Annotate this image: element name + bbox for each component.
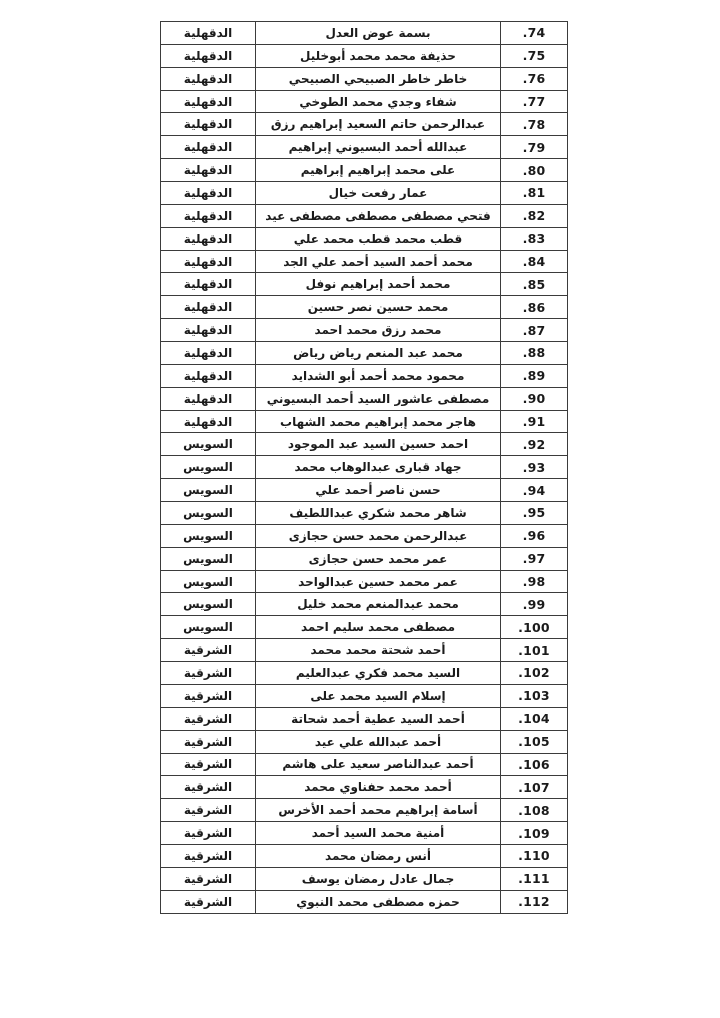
serial-number-cell: .90 <box>501 387 568 410</box>
governorate-cell: السويس <box>161 433 256 456</box>
table-row <box>161 250 568 273</box>
person-name-cell: إسلام السيد محمد على <box>256 684 501 707</box>
serial-number-cell: .80 <box>501 159 568 182</box>
governorate-cell: السويس <box>161 479 256 502</box>
person-name-cell: حسن ناصر أحمد علي <box>256 479 501 502</box>
governorate-cell: السويس <box>161 616 256 639</box>
table-row <box>161 707 568 730</box>
table-row <box>161 890 568 913</box>
governorate-cell: الشرقية <box>161 822 256 845</box>
table-row <box>161 159 568 182</box>
person-name-cell: أسامة إبراهيم محمد أحمد الأخرس <box>256 799 501 822</box>
table-row <box>161 433 568 456</box>
serial-number-cell: .87 <box>501 319 568 342</box>
governorate-cell: الدقهلية <box>161 250 256 273</box>
governorate-cell: الدقهلية <box>161 342 256 365</box>
governorate-cell: الدقهلية <box>161 296 256 319</box>
person-name-cell: محمد عبدالمنعم محمد خليل <box>256 593 501 616</box>
serial-number-cell: .85 <box>501 273 568 296</box>
governorate-cell: الدقهلية <box>161 159 256 182</box>
person-name-cell: عبدالرحمن محمد حسن حجازى <box>256 524 501 547</box>
serial-number-cell: .96 <box>501 524 568 547</box>
person-name-cell: هاجر محمد إبراهيم محمد الشهاب <box>256 410 501 433</box>
table-row <box>161 204 568 227</box>
table-row <box>161 136 568 159</box>
person-name-cell: محمد حسين نصر حسين <box>256 296 501 319</box>
serial-number-cell: .76 <box>501 67 568 90</box>
serial-number-cell: .83 <box>501 227 568 250</box>
governorate-cell: الدقهلية <box>161 90 256 113</box>
serial-number-cell: .74 <box>501 22 568 45</box>
serial-number-cell: .97 <box>501 547 568 570</box>
table-row <box>161 547 568 570</box>
serial-number-cell: .86 <box>501 296 568 319</box>
serial-number-cell: .95 <box>501 502 568 525</box>
serial-number-cell: .104 <box>501 707 568 730</box>
table-row <box>161 753 568 776</box>
person-name-cell: قطب محمد قطب محمد علي <box>256 227 501 250</box>
table-row <box>161 662 568 685</box>
serial-number-cell: .110 <box>501 844 568 867</box>
person-name-cell: عمر محمد حسين عبدالواحد <box>256 570 501 593</box>
governorate-cell: السويس <box>161 547 256 570</box>
serial-number-cell: .98 <box>501 570 568 593</box>
person-name-cell: شفاء وجدي محمد الطوخي <box>256 90 501 113</box>
table-row <box>161 776 568 799</box>
names-roster-table <box>160 21 568 914</box>
governorate-cell: السويس <box>161 456 256 479</box>
table-row <box>161 319 568 342</box>
person-name-cell: احمد حسين السيد عبد الموجود <box>256 433 501 456</box>
person-name-cell: محمد أحمد السيد أحمد علي الجد <box>256 250 501 273</box>
person-name-cell: حمزه مصطفى محمد النبوي <box>256 890 501 913</box>
person-name-cell: شاهر محمد شكري عبداللطيف <box>256 502 501 525</box>
person-name-cell: على محمد إبراهيم إبراهيم <box>256 159 501 182</box>
person-name-cell: أحمد عبدالناصر سعيد على هاشم <box>256 753 501 776</box>
governorate-cell: الشرقية <box>161 684 256 707</box>
serial-number-cell: .81 <box>501 182 568 205</box>
person-name-cell: محمد أحمد إبراهيم نوفل <box>256 273 501 296</box>
person-name-cell: مصطفى محمد سليم احمد <box>256 616 501 639</box>
governorate-cell: الدقهلية <box>161 182 256 205</box>
person-name-cell: السيد محمد فكري عبدالعليم <box>256 662 501 685</box>
governorate-cell: الشرقية <box>161 730 256 753</box>
person-name-cell: محمد عبد المنعم رياض رياض <box>256 342 501 365</box>
governorate-cell: الشرقية <box>161 890 256 913</box>
table-row <box>161 227 568 250</box>
serial-number-cell: .92 <box>501 433 568 456</box>
governorate-cell: الدقهلية <box>161 67 256 90</box>
governorate-cell: الشرقية <box>161 776 256 799</box>
person-name-cell: خاطر خاطر الصبيحي الصبيحي <box>256 67 501 90</box>
governorate-cell: الشرقية <box>161 799 256 822</box>
serial-number-cell: .100 <box>501 616 568 639</box>
table-row <box>161 410 568 433</box>
table-row <box>161 593 568 616</box>
person-name-cell: عمر محمد حسن حجازى <box>256 547 501 570</box>
table-row <box>161 844 568 867</box>
governorate-cell: السويس <box>161 502 256 525</box>
governorate-cell: الشرقية <box>161 639 256 662</box>
serial-number-cell: .107 <box>501 776 568 799</box>
table-row <box>161 730 568 753</box>
person-name-cell: محمد رزق محمد احمد <box>256 319 501 342</box>
person-name-cell: بسمة عوض العدل <box>256 22 501 45</box>
table-row <box>161 67 568 90</box>
serial-number-cell: .77 <box>501 90 568 113</box>
governorate-cell: الدقهلية <box>161 387 256 410</box>
table-row <box>161 90 568 113</box>
governorate-cell: الدقهلية <box>161 22 256 45</box>
serial-number-cell: .109 <box>501 822 568 845</box>
serial-number-cell: .91 <box>501 410 568 433</box>
governorate-cell: الدقهلية <box>161 364 256 387</box>
table-row <box>161 342 568 365</box>
table-row <box>161 639 568 662</box>
table-row <box>161 44 568 67</box>
table-row <box>161 22 568 45</box>
table-row <box>161 113 568 136</box>
serial-number-cell: .102 <box>501 662 568 685</box>
serial-number-cell: .93 <box>501 456 568 479</box>
governorate-cell: الشرقية <box>161 707 256 730</box>
serial-number-cell: .75 <box>501 44 568 67</box>
roster-table-body <box>161 22 568 914</box>
person-name-cell: أحمد محمد حفناوي محمد <box>256 776 501 799</box>
serial-number-cell: .108 <box>501 799 568 822</box>
governorate-cell: الدقهلية <box>161 227 256 250</box>
table-row <box>161 273 568 296</box>
table-row <box>161 502 568 525</box>
table-row <box>161 387 568 410</box>
governorate-cell: الدقهلية <box>161 44 256 67</box>
serial-number-cell: .82 <box>501 204 568 227</box>
serial-number-cell: .105 <box>501 730 568 753</box>
governorate-cell: السويس <box>161 593 256 616</box>
person-name-cell: أحمد عبدالله علي عيد <box>256 730 501 753</box>
table-row <box>161 799 568 822</box>
serial-number-cell: .94 <box>501 479 568 502</box>
table-row <box>161 479 568 502</box>
person-name-cell: مصطفى عاشور السيد أحمد البسيوني <box>256 387 501 410</box>
table-row <box>161 456 568 479</box>
governorate-cell: الدقهلية <box>161 319 256 342</box>
table-row <box>161 684 568 707</box>
governorate-cell: الدقهلية <box>161 273 256 296</box>
person-name-cell: أمنية محمد السيد أحمد <box>256 822 501 845</box>
person-name-cell: حذيفة محمد محمد أبوخليل <box>256 44 501 67</box>
table-row <box>161 524 568 547</box>
person-name-cell: أحمد شحتة محمد محمد <box>256 639 501 662</box>
serial-number-cell: .99 <box>501 593 568 616</box>
serial-number-cell: .89 <box>501 364 568 387</box>
table-row <box>161 616 568 639</box>
table-row <box>161 296 568 319</box>
table-row <box>161 182 568 205</box>
serial-number-cell: .111 <box>501 867 568 890</box>
governorate-cell: الدقهلية <box>161 204 256 227</box>
governorate-cell: السويس <box>161 524 256 547</box>
person-name-cell: جمال عادل رمضان يوسف <box>256 867 501 890</box>
serial-number-cell: .112 <box>501 890 568 913</box>
serial-number-cell: .103 <box>501 684 568 707</box>
serial-number-cell: .101 <box>501 639 568 662</box>
table-row <box>161 822 568 845</box>
serial-number-cell: .79 <box>501 136 568 159</box>
governorate-cell: الشرقية <box>161 844 256 867</box>
person-name-cell: محمود محمد أحمد أبو الشدايد <box>256 364 501 387</box>
person-name-cell: أنس رمضان محمد <box>256 844 501 867</box>
governorate-cell: الدقهلية <box>161 136 256 159</box>
person-name-cell: عبدالرحمن حاتم السعيد إبراهيم رزق <box>256 113 501 136</box>
serial-number-cell: .84 <box>501 250 568 273</box>
person-name-cell: عمار رفعت خيال <box>256 182 501 205</box>
governorate-cell: الدقهلية <box>161 410 256 433</box>
table-row <box>161 570 568 593</box>
serial-number-cell: .106 <box>501 753 568 776</box>
governorate-cell: السويس <box>161 570 256 593</box>
person-name-cell: عبدالله أحمد البسيوني إبراهيم <box>256 136 501 159</box>
person-name-cell: أحمد السيد عطية أحمد شحاتة <box>256 707 501 730</box>
governorate-cell: الشرقية <box>161 753 256 776</box>
table-row <box>161 364 568 387</box>
table-row <box>161 867 568 890</box>
governorate-cell: الشرقية <box>161 662 256 685</box>
person-name-cell: فتحي مصطفى مصطفى مصطفى عيد <box>256 204 501 227</box>
person-name-cell: جهاد قبارى عبدالوهاب محمد <box>256 456 501 479</box>
governorate-cell: الشرقية <box>161 867 256 890</box>
governorate-cell: الدقهلية <box>161 113 256 136</box>
serial-number-cell: .88 <box>501 342 568 365</box>
serial-number-cell: .78 <box>501 113 568 136</box>
